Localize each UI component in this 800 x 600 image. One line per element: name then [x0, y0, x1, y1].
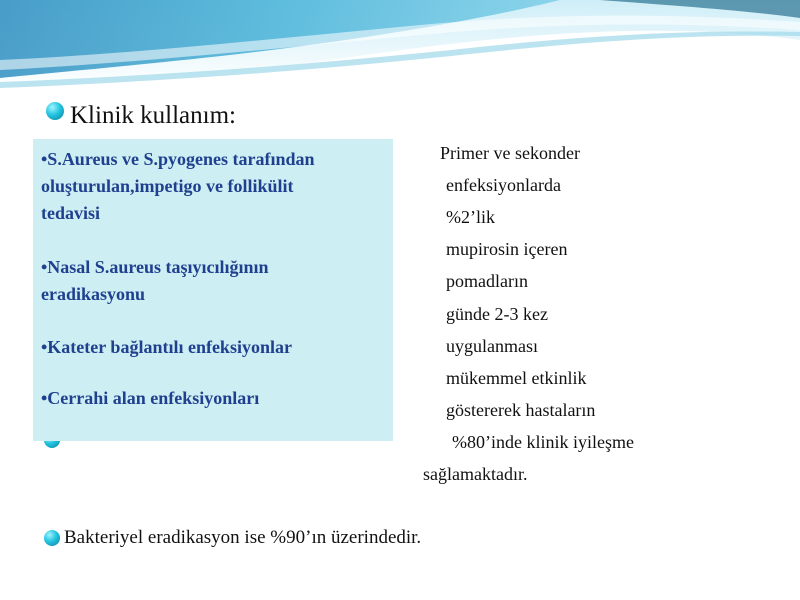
right-text-line-2: enfeksiyonlarda — [446, 175, 561, 195]
right-text-line-9: göstererek hastaların — [446, 400, 596, 420]
right-text-line-4: mupirosin içeren — [446, 239, 568, 259]
right-text-line-6: günde 2-3 kez — [446, 304, 548, 324]
slide-heading: Klinik kullanım: — [70, 102, 236, 129]
box-item-1-line-2: oluşturulan,impetigo ve follikülit — [41, 176, 294, 196]
box-item-1 — [41, 146, 315, 227]
box-item-1-line-3: tedavisi — [41, 203, 101, 223]
right-text-line-8: mükemmel etkinlik — [446, 368, 587, 388]
box-item-2-line-2: eradikasyonu — [41, 284, 146, 304]
header-wave-decoration — [0, 0, 800, 100]
box-item-2 — [41, 254, 269, 308]
right-text-line-7: uygulanması — [446, 336, 538, 356]
box-item-4-line-1: •Cerrahi alan enfeksiyonları — [41, 388, 260, 408]
right-text-line-1: Primer ve sekonder — [440, 143, 580, 163]
box-item-4 — [41, 385, 259, 412]
right-text-line-10: %80’inde klinik iyileşme — [452, 432, 634, 452]
box-item-3 — [41, 334, 292, 361]
box-item-2-line-1: •Nasal S.aureus taşıyıcılığının — [41, 257, 269, 277]
heading-bullet-icon — [46, 102, 64, 120]
right-text-line-5: pomadların — [446, 271, 528, 291]
bottom-bullet-icon — [44, 530, 60, 546]
box-item-3-line-1: •Kateter bağlantılı enfeksiyonlar — [41, 337, 292, 357]
box-item-1-line-1: •S.Aureus ve S.pyogenes tarafından — [41, 149, 315, 169]
right-text-line-3: %2’lik — [446, 207, 495, 227]
right-text-line-11: sağlamaktadır. — [423, 464, 528, 484]
bottom-bullet-text: Bakteriyel eradikasyon ise %90’ın üzerindedir. — [64, 527, 422, 548]
